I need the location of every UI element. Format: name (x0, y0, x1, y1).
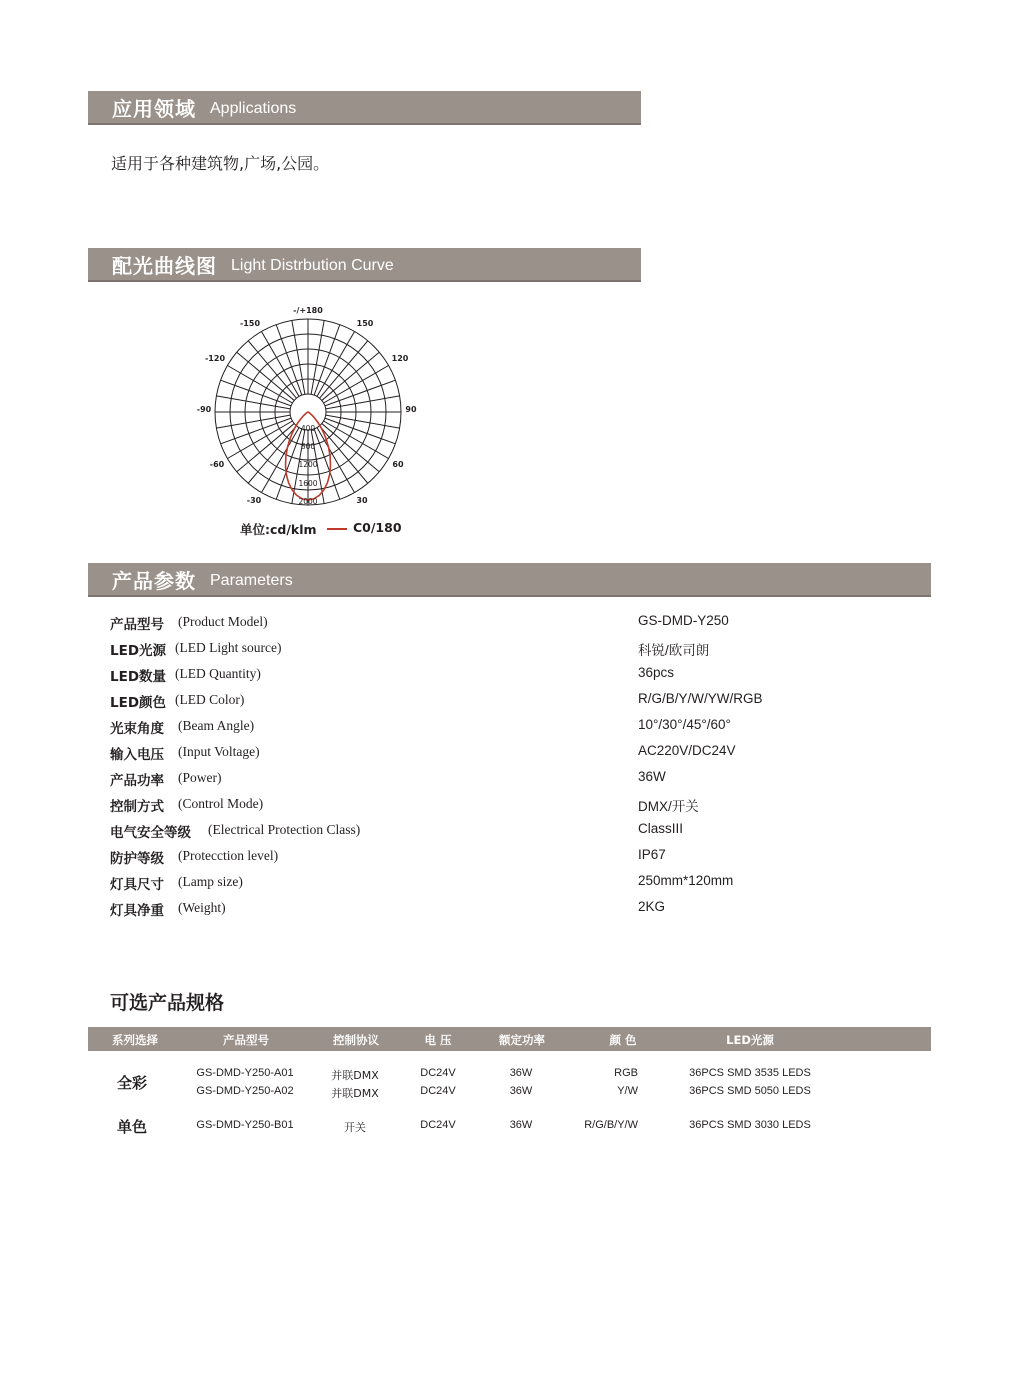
header-series: 系列选择 (112, 1033, 158, 1047)
param-label-zh: 防护等级 (110, 851, 164, 867)
param-label-en: (Power) (178, 770, 222, 785)
param-label-en: (Weight) (178, 900, 226, 915)
angle-label-p30: 30 (356, 496, 368, 505)
light-curve-title-en: Light Distrbution Curve (231, 257, 394, 274)
angle-label-n90: -90 (196, 405, 212, 414)
applications-header (88, 91, 641, 125)
param-label-en: (Product Model) (178, 614, 268, 629)
param-row (110, 897, 890, 923)
param-row (110, 689, 890, 715)
param-row (110, 741, 890, 767)
polar-spoke (326, 396, 400, 409)
polar-spoke (292, 320, 305, 394)
header-color: 颜 色 (609, 1033, 637, 1047)
polar-spoke (216, 396, 290, 409)
angle-label-p90: 90 (405, 405, 417, 414)
applications-text: 适用于各种建筑物,广场,公园。 (111, 154, 330, 173)
ring-label-800: 800 (300, 442, 316, 451)
param-label-zh: 产品功率 (110, 773, 164, 789)
param-value: 10°/30°/45°/60° (638, 717, 731, 732)
spec-led-source: 36PCS SMD 3535 LEDS (689, 1067, 811, 1079)
spec-power: 36W (509, 1085, 533, 1097)
param-label-en: (LED Color) (175, 692, 245, 707)
param-row (110, 845, 890, 871)
header-power: 额定功率 (499, 1033, 545, 1047)
header-voltage: 电 压 (424, 1033, 452, 1047)
applications-title-en: Applications (210, 100, 297, 117)
param-value: 科锐/欧司朗 (638, 643, 710, 658)
spec-protocol: 并联DMX (331, 1069, 379, 1082)
ring-label-1200: 1200 (298, 460, 318, 469)
spec-model: GS-DMD-Y250-B01 (196, 1119, 294, 1131)
param-label-zh: 产品型号 (110, 617, 164, 633)
param-label-zh: LED数量 (110, 669, 167, 685)
series-full-color: 全彩 (117, 1074, 148, 1092)
spec-power: 36W (509, 1119, 533, 1131)
header-source: LED光源 (726, 1033, 774, 1047)
param-label-en: (Lamp size) (178, 874, 243, 889)
param-value: 2KG (638, 899, 666, 914)
parameters-list (110, 611, 890, 923)
spec-color: RGB (614, 1067, 638, 1079)
param-label-en: (LED Quantity) (175, 666, 261, 681)
angle-label-n30: -30 (246, 496, 262, 505)
polar-spoke (216, 415, 290, 428)
param-row (110, 871, 890, 897)
header-model: 产品型号 (223, 1033, 269, 1047)
param-row (110, 767, 890, 793)
spec-model: GS-DMD-Y250-A01 (196, 1067, 294, 1079)
curve-unit-label: 单位:cd/klm (240, 522, 317, 537)
parameters-header (88, 563, 931, 597)
angle-label-p60: 60 (392, 460, 404, 469)
param-label-en: (Protecction level) (178, 848, 279, 863)
param-value: GS-DMD-Y250 (638, 613, 729, 628)
param-label-zh: LED颜色 (110, 695, 167, 711)
spec-table-header (88, 1027, 931, 1051)
spec-voltage: DC24V (420, 1067, 456, 1079)
param-value: 36W (638, 769, 666, 784)
param-label-en: (LED Light source) (175, 640, 282, 655)
spec-voltage: DC24V (420, 1085, 456, 1097)
angle-label-p150: 150 (356, 319, 374, 328)
spec-led-source: 36PCS SMD 5050 LEDS (689, 1085, 811, 1097)
param-row (110, 663, 890, 689)
spec-color: Y/W (617, 1085, 638, 1097)
param-label-zh: LED光源 (110, 643, 167, 659)
param-value: 36pcs (638, 665, 675, 680)
light-curve-header (88, 248, 641, 282)
polar-diagram (180, 300, 440, 515)
param-row (110, 793, 890, 819)
param-label-zh: 灯具尺寸 (110, 877, 164, 893)
param-row (110, 611, 890, 637)
angle-label-n120: -120 (204, 354, 226, 363)
param-label-en: (Control Mode) (178, 796, 264, 811)
angle-label-n150: -150 (239, 319, 261, 328)
angle-label-180: -/+180 (293, 306, 323, 315)
param-label-zh: 电气安全等级 (110, 825, 191, 841)
param-row (110, 637, 890, 663)
param-label-en: (Electrical Protection Class) (208, 822, 361, 837)
ring-label-2000: 2000 (298, 497, 318, 506)
param-row (110, 819, 890, 845)
spec-power: 36W (509, 1067, 533, 1079)
parameters-title-zh: 产品参数 (112, 568, 196, 593)
parameters-title-en: Parameters (210, 572, 293, 589)
ring-label-1600: 1600 (298, 479, 318, 488)
spec-led-source: 36PCS SMD 3030 LEDS (689, 1119, 811, 1131)
polar-spoke (326, 415, 400, 428)
angle-label-n60: -60 (209, 460, 225, 469)
spec-voltage: DC24V (420, 1119, 456, 1131)
param-row (110, 715, 890, 741)
curve-series-label: C0/180 (353, 520, 402, 535)
ring-label-400: 400 (300, 424, 316, 433)
series-single-color: 单色 (117, 1118, 148, 1136)
param-value: DMX/开关 (638, 799, 699, 814)
param-label-zh: 灯具净重 (110, 903, 164, 919)
spec-model: GS-DMD-Y250-A02 (196, 1085, 294, 1097)
light-curve-title-zh: 配光曲线图 (112, 253, 217, 278)
curve-legend-swatch (327, 528, 347, 530)
polar-spoke (311, 320, 324, 394)
param-value: IP67 (638, 847, 666, 862)
param-value: AC220V/DC24V (638, 743, 736, 758)
header-protocol: 控制协议 (333, 1033, 379, 1047)
param-label-en: (Input Voltage) (178, 744, 260, 759)
param-label-zh: 控制方式 (110, 799, 164, 815)
param-label-en: (Beam Angle) (178, 718, 255, 733)
spec-color: R/G/B/Y/W (584, 1119, 638, 1131)
spec-protocol: 开关 (344, 1121, 366, 1134)
spec-title: 可选产品规格 (110, 992, 225, 1014)
param-value: R/G/B/Y/W/YW/RGB (638, 691, 763, 706)
param-label-zh: 输入电压 (110, 747, 164, 763)
param-label-zh: 光束角度 (110, 721, 164, 737)
angle-label-p120: 120 (391, 354, 409, 363)
param-value: 250mm*120mm (638, 873, 734, 888)
spec-protocol: 并联DMX (331, 1087, 379, 1100)
param-value: ClassIII (638, 821, 684, 836)
applications-title-zh: 应用领域 (112, 96, 196, 121)
